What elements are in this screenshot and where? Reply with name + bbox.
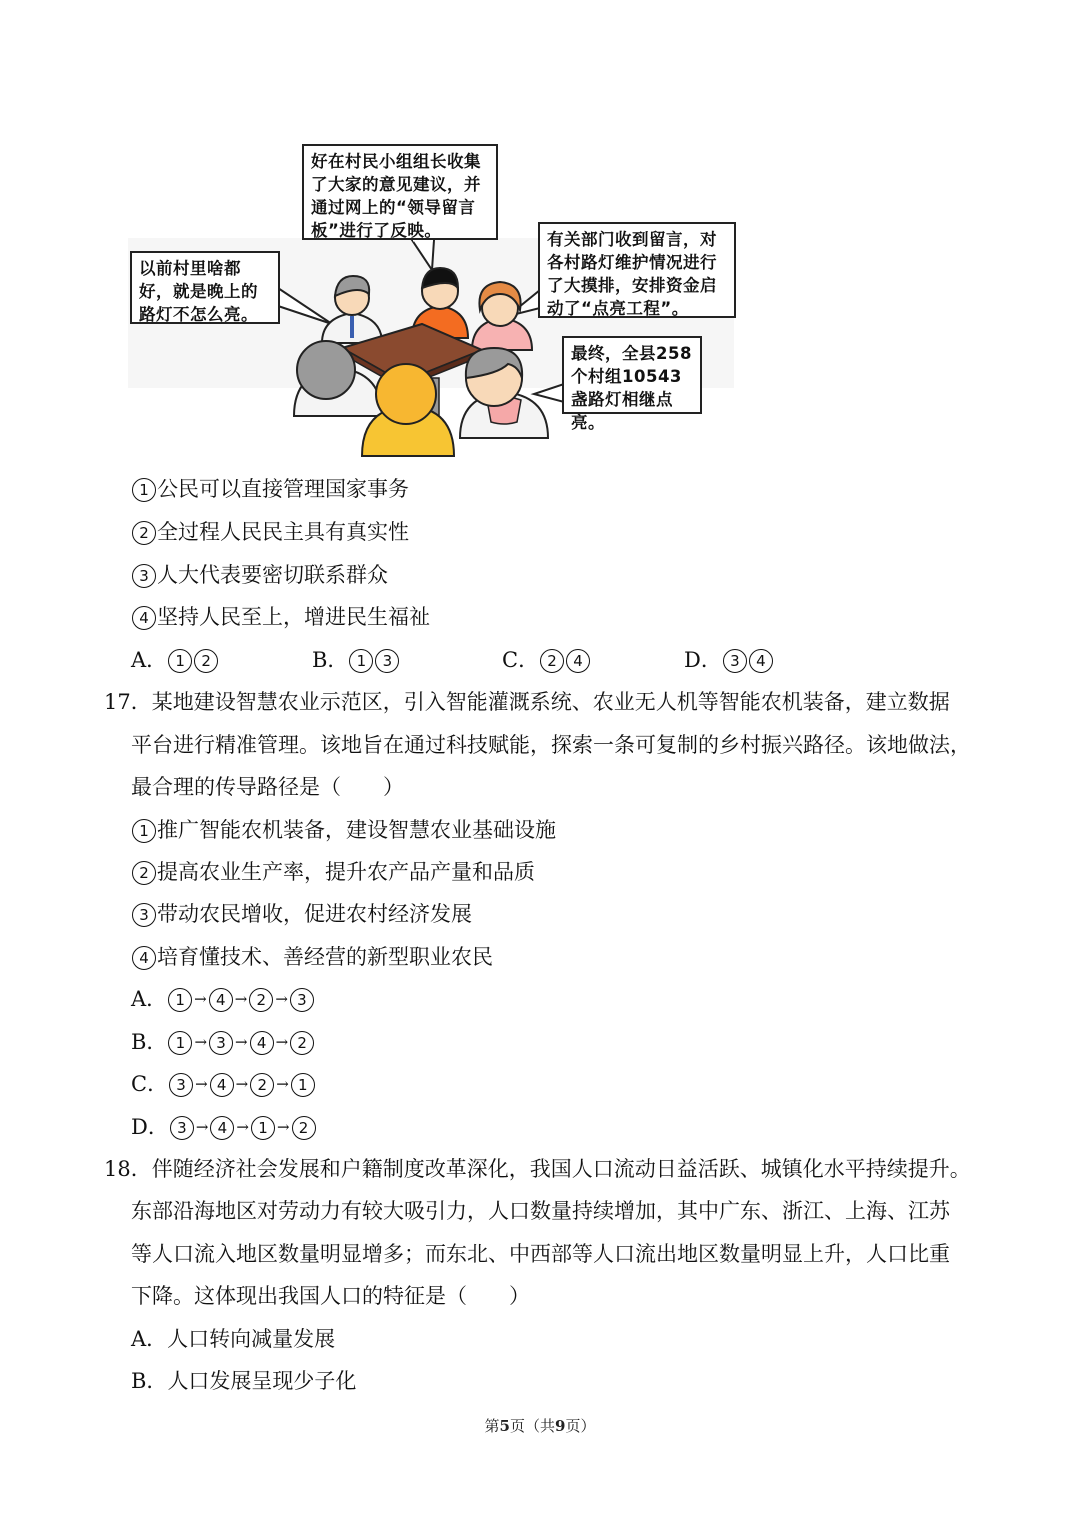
circled-number: 3 bbox=[290, 988, 314, 1012]
arrow: → bbox=[276, 1075, 289, 1093]
q16-option-d[interactable] bbox=[684, 645, 774, 675]
circled-number: 4 bbox=[132, 606, 156, 630]
arrow: → bbox=[277, 1118, 290, 1136]
footer-middle: 页（共 bbox=[509, 1417, 555, 1435]
q17-stem-line: 平台进行精准管理。该地旨在通过科技赋能，探索一条可复制的乡村振兴路径。该地做法， bbox=[131, 733, 971, 757]
arrow: → bbox=[194, 990, 207, 1008]
q17-stem-line: 最合理的传导路径是（ ） bbox=[131, 775, 404, 799]
circled-number: 3 bbox=[169, 1073, 193, 1097]
q16-item bbox=[131, 517, 409, 547]
footer-prefix: 第 bbox=[484, 1417, 500, 1435]
item-text: 推广智能农机装备，建设智慧农业基础设施 bbox=[157, 818, 556, 842]
circled-number: 2 bbox=[132, 861, 156, 885]
q18-option-b[interactable] bbox=[131, 1366, 356, 1396]
circled-number: 1 bbox=[168, 1031, 192, 1055]
arrow: → bbox=[195, 1075, 208, 1093]
item-text: 提高农业生产率，提升农产品产量和品质 bbox=[157, 860, 535, 884]
option-text: 人口发展呈现少子化 bbox=[167, 1369, 357, 1393]
arrow: → bbox=[235, 1075, 249, 1093]
q16-item bbox=[131, 560, 388, 590]
q17-item bbox=[131, 815, 556, 845]
item-text: 培育懂技术、善经营的新型职业农民 bbox=[157, 945, 493, 969]
circled-number: 1 bbox=[168, 988, 192, 1012]
circled-number: 3 bbox=[132, 564, 156, 588]
circled-number: 1 bbox=[168, 649, 192, 673]
arrow: → bbox=[234, 990, 248, 1008]
circled-number: 3 bbox=[209, 1031, 233, 1055]
q17-option-d[interactable] bbox=[131, 1112, 317, 1142]
q18-stem-line: 东部沿海地区对劳动力有较大吸引力，人口数量持续增加，其中广东、浙江、上海、江苏 bbox=[131, 1199, 950, 1223]
circled-number: 4 bbox=[566, 649, 590, 673]
circled-number: 2 bbox=[132, 521, 156, 545]
option-letter: D． bbox=[684, 648, 722, 672]
circled-number: 4 bbox=[210, 1116, 234, 1140]
q17-item bbox=[131, 899, 472, 929]
arrow: → bbox=[194, 1033, 208, 1051]
circled-number: 3 bbox=[375, 649, 399, 673]
item-text: 坚持人民至上，增进民生福祉 bbox=[157, 605, 430, 629]
circled-number: 1 bbox=[132, 819, 156, 843]
speech-bubble-left: 以前村里啥都好，就是晚上的路灯不怎么亮。 bbox=[130, 251, 280, 324]
q17-item bbox=[131, 942, 493, 972]
stem-text: 伴随经济社会发展和户籍制度改革深化，我国人口流动日益活跃、城镇化水平持续提升。 bbox=[151, 1157, 971, 1181]
circled-number: 1 bbox=[132, 478, 156, 502]
item-text: 公民可以直接管理国家事务 bbox=[157, 477, 409, 501]
circled-number: 3 bbox=[132, 903, 156, 927]
option-letter: B． bbox=[312, 648, 349, 672]
circled-number: 2 bbox=[194, 649, 218, 673]
footer-suffix: 页） bbox=[565, 1417, 596, 1435]
circled-number: 4 bbox=[250, 1031, 274, 1055]
item-text: 全过程人民民主具有真实性 bbox=[157, 520, 409, 544]
speech-bubble-right: 有关部门收到留言，对各村路灯维护情况进行了大摸排，安排资金启动了“点亮工程”。 bbox=[538, 222, 736, 318]
option-letter: A． bbox=[131, 987, 168, 1011]
circled-number: 1 bbox=[291, 1073, 315, 1097]
arrow: → bbox=[195, 1118, 209, 1136]
q18-stem-line: 下降。这体现出我国人口的特征是（ ） bbox=[131, 1284, 530, 1308]
option-text: 人口转向减量发展 bbox=[167, 1327, 336, 1351]
question-number: 17． bbox=[104, 690, 152, 714]
arrow: → bbox=[236, 1118, 249, 1136]
page-number: 5 bbox=[499, 1417, 510, 1435]
q17-option-b[interactable] bbox=[131, 1027, 315, 1057]
speech-bubble-top: 好在村民小组组长收集了大家的意见建议，并通过网上的“领导留言板”进行了反映。 bbox=[302, 144, 498, 240]
q18-stem-line bbox=[104, 1154, 971, 1184]
item-text: 带动农民增收，促进农村经济发展 bbox=[157, 902, 472, 926]
circled-number: 4 bbox=[210, 1073, 234, 1097]
q16-option-a[interactable] bbox=[131, 645, 219, 675]
q18-stem-line: 等人口流入地区数量明显增多；而东北、中西部等人口流出地区数量明显上升，人口比重 bbox=[131, 1242, 950, 1266]
option-letter: D． bbox=[131, 1115, 169, 1139]
item-text: 人大代表要密切联系群众 bbox=[157, 563, 388, 587]
q17-item bbox=[131, 857, 535, 887]
q16-item bbox=[131, 474, 409, 504]
stem-text: 某地建设智慧农业示范区，引入智能灌溉系统、农业无人机等智能农机装备，建立数据 bbox=[151, 690, 950, 714]
q16-option-b[interactable] bbox=[312, 645, 400, 675]
circled-number: 3 bbox=[723, 649, 747, 673]
circled-number: 4 bbox=[749, 649, 773, 673]
circled-number: 2 bbox=[250, 1073, 274, 1097]
circled-number: 2 bbox=[249, 988, 273, 1012]
q16-item bbox=[131, 602, 430, 632]
total-pages: 9 bbox=[555, 1417, 566, 1435]
q16-option-c[interactable] bbox=[502, 645, 591, 675]
q17-stem-line bbox=[104, 687, 950, 717]
option-letter: B． bbox=[131, 1369, 168, 1393]
option-letter: A． bbox=[131, 1327, 168, 1351]
circled-number: 3 bbox=[170, 1116, 194, 1140]
circled-number: 4 bbox=[209, 988, 233, 1012]
circled-number: 2 bbox=[292, 1116, 316, 1140]
speech-bubble-bottom-right: 最终，全县258个村组10543盏路灯相继点亮。 bbox=[562, 336, 702, 414]
circled-number: 2 bbox=[290, 1031, 314, 1055]
q18-option-a[interactable] bbox=[131, 1324, 335, 1354]
page-footer bbox=[0, 1414, 1080, 1438]
option-letter: A． bbox=[131, 648, 168, 672]
circled-number: 2 bbox=[540, 649, 564, 673]
cartoon-illustration bbox=[122, 138, 742, 458]
arrow: → bbox=[275, 990, 288, 1008]
option-letter: C． bbox=[502, 648, 540, 672]
circled-number: 1 bbox=[251, 1116, 275, 1140]
question-number: 18． bbox=[104, 1157, 152, 1181]
arrow: → bbox=[235, 1033, 248, 1051]
circled-number: 4 bbox=[132, 946, 156, 970]
arrow: → bbox=[275, 1033, 289, 1051]
circled-number: 1 bbox=[349, 649, 373, 673]
q17-option-a[interactable] bbox=[131, 984, 315, 1014]
option-letter: B． bbox=[131, 1030, 168, 1054]
option-letter: C． bbox=[131, 1072, 169, 1096]
q17-option-c[interactable] bbox=[131, 1069, 316, 1099]
